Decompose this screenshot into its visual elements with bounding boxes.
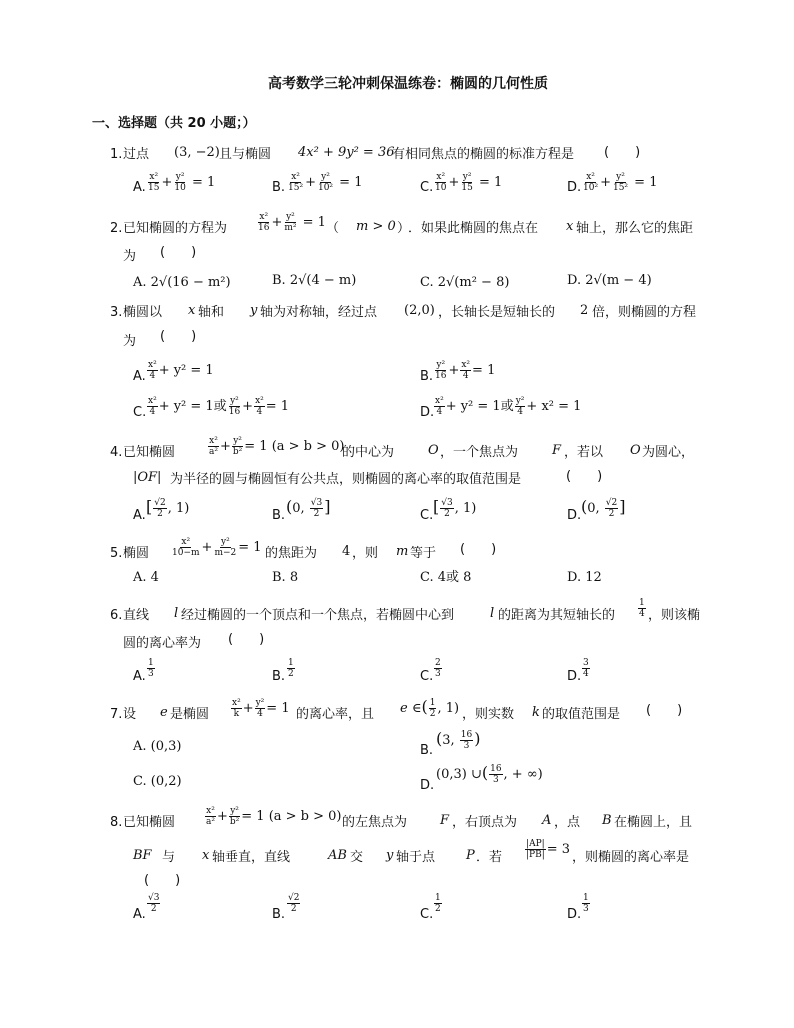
question-text: 是椭圆 xyxy=(170,707,210,722)
question-text: 有相同焦点的椭圆的标准方程是 xyxy=(392,147,575,162)
option-d-formula: $\frac{3}{4}$ xyxy=(583,658,589,679)
question-text: 轴为对称轴，经过点 xyxy=(260,305,378,320)
question-text: ，若以 xyxy=(564,445,604,460)
option-d-label: D. xyxy=(567,508,582,523)
option-d-label: D. xyxy=(567,180,582,195)
math-equation: $\frac{\text{x²}}{\text{a²}}$ + $\frac{\text{y²}}{\text{b²}}$ = 1 (a > b > 0) xyxy=(206,806,342,827)
question-number: 3. xyxy=(110,305,123,320)
question-text: ，点 xyxy=(554,815,581,830)
math-equation: $\frac{\text{x²}}{\text{a²}}$ + $\frac{\text{y²}}{\text{b²}}$ = 1 (a > b > 0) xyxy=(209,436,345,457)
math-equation: $\frac{\text{x²}}{k}$ + $\frac{\text{y²}}{4}$ = 1 xyxy=(232,698,290,719)
option-a-label: A. xyxy=(133,369,146,384)
option-b-formula: $\frac{\text{x²}}{\text{15²}}$ + $\frac{\text{y²}}{\text{10²}}$ = 1 xyxy=(288,172,363,193)
question-text: 经过椭圆的一个顶点和一个焦点，若椭圆中心到 xyxy=(181,608,455,623)
option-c-formula: $\frac{\text{x²}}{4}$ + y² = 1或 $\frac{\text{y²}}{16}$ + $\frac{\text{x²}}{4}$ = 1 xyxy=(148,396,290,417)
option-b-formula: (0, $\frac{√3}{2}$ ] xyxy=(286,497,331,519)
question-text: ．若 xyxy=(476,850,503,865)
option-a-formula: $\frac{1}{3}$ xyxy=(148,658,154,679)
question-number: 4. xyxy=(110,445,123,460)
question-text: 设 xyxy=(123,707,137,722)
option-b: B. 8 xyxy=(272,570,299,585)
question-number: 7. xyxy=(110,707,123,722)
question-text: ，则该椭 xyxy=(648,608,701,623)
answer-blank: ( ) xyxy=(160,329,197,344)
option-b-label: B. xyxy=(420,369,434,384)
math-var: B xyxy=(602,813,612,828)
question-text: 已知椭圆 xyxy=(123,815,176,830)
math-var: x xyxy=(202,848,210,863)
question-text: 已知椭圆 xyxy=(123,445,176,460)
option-b-label: B. xyxy=(272,508,286,523)
page-title: 高考数学三轮冲刺保温练卷：椭圆的几何性质 xyxy=(268,76,548,92)
answer-blank: ( ) xyxy=(604,145,641,160)
math-interval: e ∈( $\frac{1}{2}$ , 1) xyxy=(400,697,460,719)
question-number: 2. xyxy=(110,221,123,236)
option-d-label: D. xyxy=(420,778,435,793)
question-text: ，一个焦点为 xyxy=(440,445,519,460)
question-text: 为半径的圆与椭圆恒有公共点，则椭圆的离心率的取值范围是 xyxy=(170,472,522,487)
option-c-label: C. xyxy=(420,669,434,684)
question-text: 交 xyxy=(350,850,364,865)
option-c-formula: $\frac{\text{x²}}{10}$ + $\frac{\text{y²}}{15}$ = 1 xyxy=(435,172,503,193)
question-text: 为圆心， xyxy=(642,445,695,460)
question-text: 等于 xyxy=(410,546,437,561)
answer-blank: ( ) xyxy=(566,469,603,484)
option-c-formula: [ $\frac{√3}{2}$ , 1) xyxy=(433,497,477,519)
option-d: D. 12 xyxy=(567,570,602,585)
math-number: 2 xyxy=(580,303,589,318)
option-c-label: C. xyxy=(420,508,434,523)
math-var: l xyxy=(174,606,179,621)
option-d-label: D. xyxy=(420,405,435,420)
question-text: 倍，则椭圆的方程 xyxy=(592,305,697,320)
option-d-formula: $\frac{1}{3}$ xyxy=(583,893,589,914)
option-c-label: C. xyxy=(133,405,147,420)
option-c-label: C. xyxy=(420,907,434,922)
answer-blank: ( ) xyxy=(646,703,683,718)
math-var: k xyxy=(532,705,540,720)
option-c-formula: $\frac{1}{2}$ xyxy=(435,893,441,914)
question-text: 为 xyxy=(123,334,137,349)
question-number: 1. xyxy=(110,147,123,162)
question-text: ．如果此椭圆的焦点在 xyxy=(408,221,539,236)
question-text: 已知椭圆的方程为 xyxy=(123,221,228,236)
math-var: e xyxy=(160,705,168,720)
math-fraction: $\frac{1}{4}$ xyxy=(639,598,645,619)
option-a: A. 2√(16 − m²) xyxy=(133,275,231,290)
math-var: y xyxy=(250,303,258,318)
question-number: 5. xyxy=(110,546,123,561)
math-var: P xyxy=(466,848,475,863)
question-text: ，则 xyxy=(352,546,379,561)
option-c: C. (0,2) xyxy=(133,774,182,789)
option-a-label: A. xyxy=(133,669,146,684)
answer-blank: ( ) xyxy=(144,873,181,888)
math-var: O xyxy=(428,443,439,458)
math-var: m xyxy=(396,544,409,559)
question-text: 的焦距为 xyxy=(265,546,318,561)
math-equation: $\frac{\text{x²}}{16}$ + $\frac{\text{y²}}{\text{m²}}$ = 1 xyxy=(258,212,326,233)
question-text: 轴上，那么它的焦距 xyxy=(576,221,694,236)
math-point: (3, −2) xyxy=(174,145,220,160)
option-d-formula: $\frac{\text{x²}}{\text{10²}}$ + $\frac{\text{y²}}{\text{15²}}$ = 1 xyxy=(583,172,658,193)
option-b-formula: $\frac{√2}{2}$ xyxy=(288,893,300,914)
option-b-formula: $\frac{\text{y²}}{16}$ + $\frac{\text{x²}}{4}$ = 1 xyxy=(435,360,496,381)
question-text: 的距离为其短轴长的 xyxy=(498,608,616,623)
question-text: ，长轴长是短轴长的 xyxy=(438,305,556,320)
option-a-formula: $\frac{\text{x²}}{15}$ + $\frac{\text{y²}}{10}$ = 1 xyxy=(148,172,216,193)
option-c-formula: $\frac{2}{3}$ xyxy=(435,658,441,679)
math-var: y xyxy=(386,848,394,863)
math-var: O xyxy=(630,443,641,458)
math-var: x xyxy=(188,303,196,318)
option-a-label: A. xyxy=(133,508,146,523)
question-text: 直线 xyxy=(123,608,150,623)
math-var: A xyxy=(542,813,552,828)
option-b-label: B. xyxy=(272,180,286,195)
question-text: 且与椭圆 xyxy=(219,147,272,162)
option-a: A. 4 xyxy=(133,570,159,585)
option-d: D. 2√(m − 4) xyxy=(567,273,652,288)
math-ratio: $\frac{|AP|}{|PB|}$ = 3 xyxy=(526,839,571,860)
math-var: l xyxy=(490,606,495,621)
question-text: ，则椭圆的离心率是 xyxy=(572,850,690,865)
option-b-label: B. xyxy=(272,669,286,684)
worksheet-page: 高考数学三轮冲刺保温练卷：椭圆的几何性质 一、选择题（共 20 小题；） 1. 过点 (3, −2) 且与椭圆 4x² + 9y² = 36 有相同焦点的椭圆的标准方程是 ( ) A. $\frac{\text{x²}}{15}$ + $\frac{\text{y²}}{10}$ = 1 B. $\frac{\text{x²}}{\text{15²}}$ + $\frac{\text{y²}}{\text{10²}}$ = 1 C. $\frac{\text{x²}}{10}$ + $\frac{\text{y²}}{15}$ = 1 D. $\frac{\text{x²}}{\text{10²}}$ + $\frac{\text{y²}}{\text{15²}}$ = 1 2. 已知椭圆的方程为 $\frac{\text{x²}}{16}$ + $\frac{\text{y²}}{\text{m²}}$ = 1 （ m > 0 ） ．如果此椭圆的焦点在 x 轴上，那么它的焦距 为 ( ) A. 2√(16 − m²) B. 2√(4 − m) C. 2√(m² − 8) D. 2√(m − 4) 3. 椭圆以 x 轴和 y 轴为对称轴，经过点 (2,0) ，长轴长是短轴长的 2 倍，则椭圆的方程 为 ( ) A. $\frac{\text{x²}}{4}$ + y² = 1 B. $\frac{\text{y²}}{16}$ + $\frac{\text{x²}}{4}$ = 1 C. $\frac{\text{x²}}{4}$ + y² = 1或 $\frac{\text{y²}}{16}$ + $\frac{\text{x²}}{4}$ = 1 D. $\frac{\text{x²}}{4}$ + y² = 1或 $\frac{\text{y²}}{4}$ + x² = 1 4. 已知椭圆 $\frac{\text{x²}}{\text{a²}}$ + $\frac{\text{y²}}{\text{b²}}$ = 1 (a > b > 0) 的中心为 O ，一个焦点为 F ，若以 O 为圆心， |OF| 为半径的圆与椭圆恒有公共点，则椭圆的离心率的取值范围是 ( ) A. [ $\frac{√2}{2}$ , 1) B. (0, $\frac{√3}{2}$ ] C. [ $\frac{√3}{2}$ , 1) D. (0, $\frac{√2}{2}$ ] 5. 椭圆 $\frac{\text{x²}}{10-m}$ + $\frac{\text{y²}}{m-2}$ = 1 的焦距为 4 ，则 m 等于 ( ) A. 4 B. 8 C. 4或 8 D. 12 6. 直线 l 经过椭圆的一个顶点和一个焦点，若椭圆中心到 l 的距离为其短轴长的 $\frac{1}{4}$ ，则该椭 圆的离心率为 ( ) A. $\frac{1}{3}$ B. $\frac{1}{2}$ C. $\frac{2}{3}$ D. $\frac{3}{4}$ 7. 设 e 是椭圆 $\frac{\text{x²}}{k}$ + $\frac{\text{y²}}{4}$ = 1 的离心率，且 e ∈( $\frac{1}{2}$ , 1) ，则实数 k 的取值范围是 ( ) A. (0,3) B. (3, $\frac{16}{3}$ ) C. (0,2) D. (0,3) ∪( $\frac{16}{3}$ , + ∞) 8. 已知椭圆 $\frac{\text{x²}}{\text{a²}}$ + $\frac{\text{y²}}{\text{b²}}$ = 1 (a > b > 0) 的左焦点为 F ，右顶点为 A ，点 B 在椭圆上，且 BF 与 x 轴垂直，直线 AB 交 y 轴于点 P ．若 $\frac{|AP|}{|PB|}$ = 3 ，则椭圆的离心率是 ( ) A. $\frac{√3}{2}$ B. $\frac{√2}{2}$ C. $\frac{1}{2}$ D. $\frac{1}{3}$ xyxy=(92,76,701,922)
option-c: C. 2√(m² − 8) xyxy=(420,275,510,290)
question-text: 与 xyxy=(162,850,176,865)
option-a-formula: $\frac{\text{x²}}{4}$ + y² = 1 xyxy=(148,360,214,381)
answer-blank: ( ) xyxy=(160,245,197,260)
option-c: C. 4或 8 xyxy=(420,570,472,585)
question-text: ，则实数 xyxy=(462,707,515,722)
option-b-label: B. xyxy=(272,907,286,922)
math-var: BF xyxy=(133,848,152,863)
math-var: x xyxy=(566,219,574,234)
math-number: 4 xyxy=(342,544,351,559)
question-text: 过点 xyxy=(123,147,150,162)
question-text: 的左焦点为 xyxy=(342,815,408,830)
option-b: B. 2√(4 − m) xyxy=(272,273,357,288)
option-a-label: A. xyxy=(133,907,146,922)
answer-blank: ( ) xyxy=(228,632,265,647)
option-a: A. (0,3) xyxy=(133,739,182,754)
question-text: 的取值范围是 xyxy=(542,707,621,722)
answer-blank: ( ) xyxy=(460,542,497,557)
question-text: 为 xyxy=(123,249,137,264)
question-text: 的中心为 xyxy=(342,445,395,460)
question-text: 轴垂直，直线 xyxy=(212,850,291,865)
option-a-formula: [ $\frac{√2}{2}$ , 1) xyxy=(146,497,190,519)
question-text: 在椭圆上，且 xyxy=(614,815,693,830)
question-number: 6. xyxy=(110,608,123,623)
math-equation: 4x² + 9y² = 36 xyxy=(298,145,395,160)
question-text: 椭圆 xyxy=(123,546,150,561)
math-var: |OF| xyxy=(133,470,162,485)
math-point: (2,0) xyxy=(404,303,435,318)
math-var: F xyxy=(440,813,450,828)
question-text: 轴于点 xyxy=(396,850,436,865)
math-var: AB xyxy=(328,848,347,863)
option-d-label: D. xyxy=(567,907,582,922)
option-c-label: C. xyxy=(420,180,434,195)
option-d-label: D. xyxy=(567,669,582,684)
question-number: 8. xyxy=(110,815,123,830)
section-heading: 一、选择题（共 20 小题；） xyxy=(92,116,256,131)
math-condition: m > 0 xyxy=(356,219,396,234)
option-a-label: A. xyxy=(133,180,146,195)
question-text: 轴和 xyxy=(198,305,225,320)
math-var: F xyxy=(552,443,562,458)
option-a-formula: $\frac{√3}{2}$ xyxy=(148,893,160,914)
math-equation: $\frac{\text{x²}}{10-m}$ + $\frac{\text{y²}}{m-2}$ = 1 xyxy=(172,537,262,558)
option-d-formula: (0,3) ∪( $\frac{16}{3}$ , + ∞) xyxy=(436,763,543,785)
question-text: 的离心率，且 xyxy=(296,707,375,722)
option-b-formula: (3, $\frac{16}{3}$ ) xyxy=(436,729,481,751)
question-text: 圆的离心率为 xyxy=(123,636,202,651)
option-b-label: B. xyxy=(420,743,434,758)
option-d-formula: $\frac{\text{x²}}{4}$ + y² = 1或 $\frac{\text{y²}}{4}$ + x² = 1 xyxy=(435,396,582,417)
question-text: ，右顶点为 xyxy=(452,815,518,830)
option-d-formula: (0, $\frac{√2}{2}$ ] xyxy=(581,497,626,519)
option-b-formula: $\frac{1}{2}$ xyxy=(288,658,294,679)
question-text: 椭圆以 xyxy=(123,305,163,320)
